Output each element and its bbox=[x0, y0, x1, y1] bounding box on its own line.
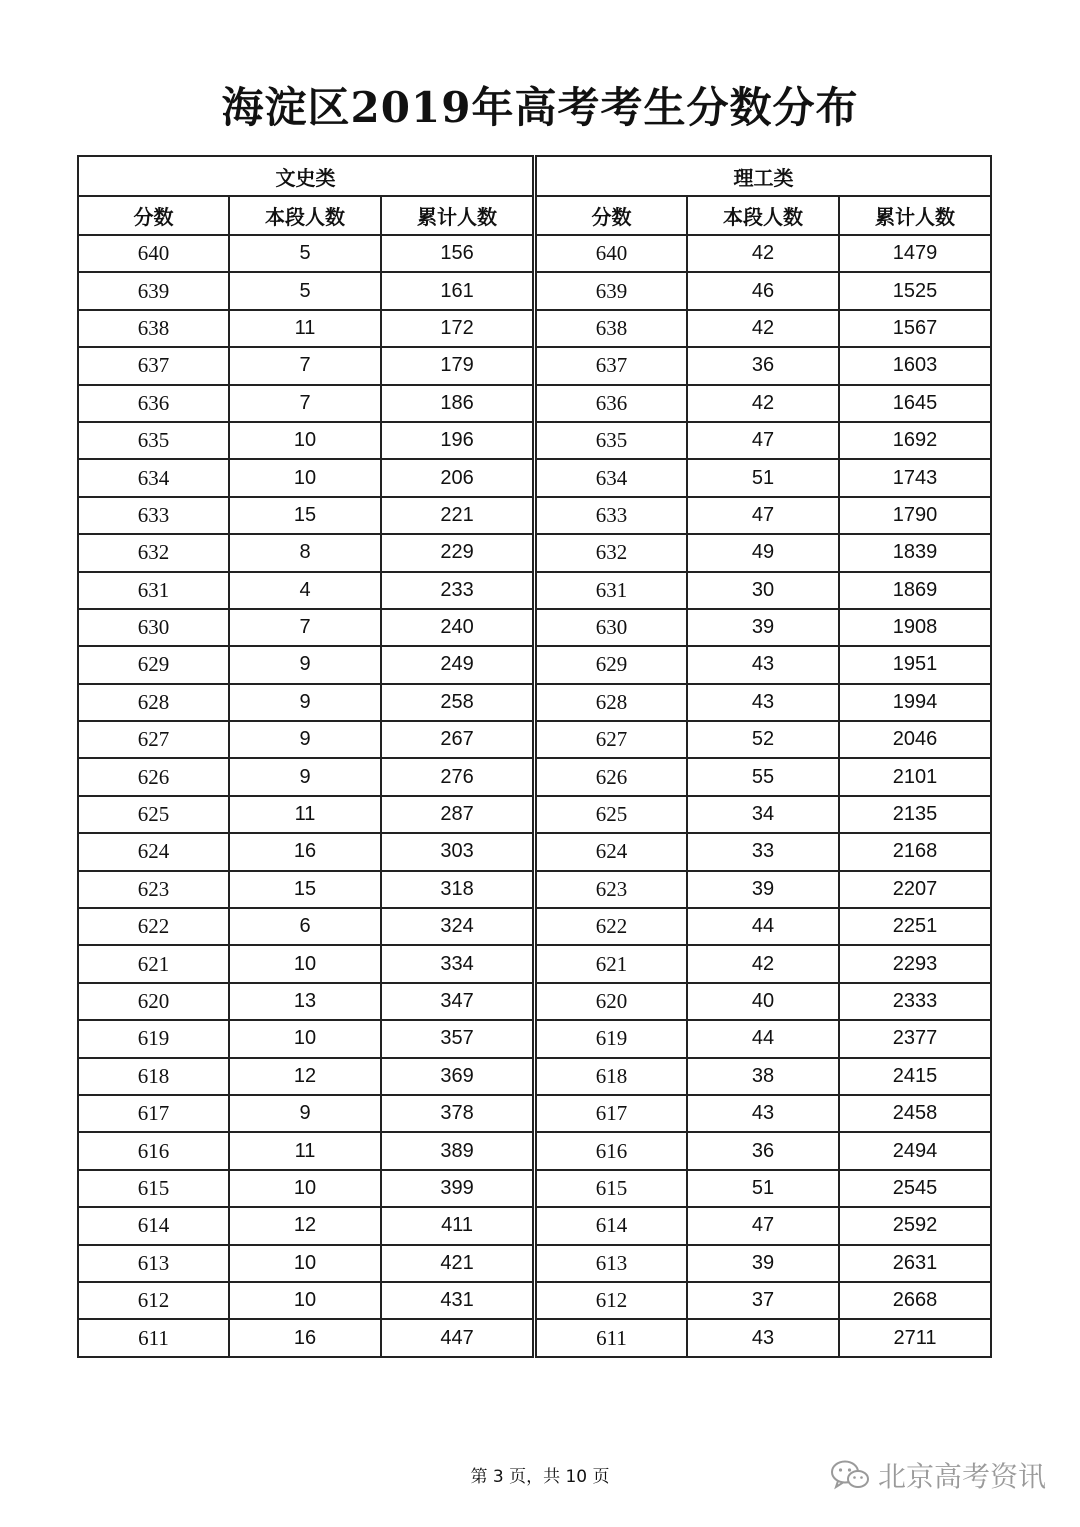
liberal-count-cell: 11 bbox=[229, 796, 381, 833]
science-cumulative-cell: 1839 bbox=[839, 534, 991, 571]
liberal-cumulative-cell: 206 bbox=[381, 459, 533, 496]
science-cumulative-cell: 1743 bbox=[839, 459, 991, 496]
science-score-cell: 625 bbox=[536, 796, 687, 833]
liberal-score-cell: 626 bbox=[78, 758, 229, 795]
liberal-count-cell: 10 bbox=[229, 1170, 381, 1207]
liberal-cumulative-cell: 196 bbox=[381, 422, 533, 459]
table-row bbox=[78, 796, 991, 833]
liberal-score-cell: 623 bbox=[78, 871, 229, 908]
liberal-cumulative-cell: 249 bbox=[381, 646, 533, 683]
science-cumulative-cell: 2333 bbox=[839, 983, 991, 1020]
liberal-score-cell: 631 bbox=[78, 572, 229, 609]
science-score-cell: 612 bbox=[536, 1282, 687, 1319]
liberal-count-cell: 7 bbox=[229, 609, 381, 646]
science-count-header: 本段人数 bbox=[687, 196, 839, 235]
liberal-score-cell: 615 bbox=[78, 1170, 229, 1207]
table-row bbox=[78, 1020, 991, 1057]
science-cumulative-cell: 2668 bbox=[839, 1282, 991, 1319]
science-score-cell: 638 bbox=[536, 310, 687, 347]
liberal-count-cell: 7 bbox=[229, 347, 381, 384]
table-row bbox=[78, 871, 991, 908]
column-header-row bbox=[78, 196, 991, 235]
science-cumulative-cell: 1790 bbox=[839, 497, 991, 534]
science-score-cell: 628 bbox=[536, 684, 687, 721]
table-row bbox=[78, 1170, 991, 1207]
science-count-cell: 39 bbox=[687, 871, 839, 908]
table-row bbox=[78, 1319, 991, 1356]
table-row bbox=[78, 983, 991, 1020]
table-row bbox=[78, 908, 991, 945]
liberal-count-cell: 11 bbox=[229, 310, 381, 347]
table-row bbox=[78, 1245, 991, 1282]
science-score-cell: 624 bbox=[536, 833, 687, 870]
science-cumulative-cell: 2415 bbox=[839, 1058, 991, 1095]
page-number: 第 3 页，共 10 页 bbox=[470, 1467, 610, 1487]
liberal-cumulative-cell: 399 bbox=[381, 1170, 533, 1207]
science-cumulative-cell: 2046 bbox=[839, 721, 991, 758]
science-cumulative-cell: 1525 bbox=[839, 272, 991, 309]
science-count-cell: 43 bbox=[687, 1319, 839, 1356]
liberal-count-cell: 6 bbox=[229, 908, 381, 945]
watermark-text: 北京高考资讯 bbox=[877, 1460, 1046, 1493]
liberal-score-cell: 612 bbox=[78, 1282, 229, 1319]
liberal-cumulative-cell: 267 bbox=[381, 721, 533, 758]
group-header-science: 理工类 bbox=[536, 156, 991, 196]
science-cumulative-cell: 2711 bbox=[839, 1319, 991, 1356]
liberal-count-cell: 12 bbox=[229, 1207, 381, 1244]
table-row bbox=[78, 235, 991, 272]
science-score-cell: 630 bbox=[536, 609, 687, 646]
science-cumulative-cell: 2168 bbox=[839, 833, 991, 870]
liberal-cumulative-cell: 179 bbox=[381, 347, 533, 384]
science-score-cell: 620 bbox=[536, 983, 687, 1020]
liberal-count-cell: 8 bbox=[229, 534, 381, 571]
science-count-cell: 39 bbox=[687, 609, 839, 646]
science-score-cell: 619 bbox=[536, 1020, 687, 1057]
table-row bbox=[78, 497, 991, 534]
liberal-cumulative-cell: 161 bbox=[381, 272, 533, 309]
liberal-count-cell: 7 bbox=[229, 385, 381, 422]
liberal-count-cell: 5 bbox=[229, 272, 381, 309]
science-count-cell: 36 bbox=[687, 1132, 839, 1169]
science-score-cell: 634 bbox=[536, 459, 687, 496]
science-cumulative-cell: 2207 bbox=[839, 871, 991, 908]
liberal-cumulative-cell: 172 bbox=[381, 310, 533, 347]
liberal-score-cell: 637 bbox=[78, 347, 229, 384]
science-count-cell: 33 bbox=[687, 833, 839, 870]
science-score-cell: 633 bbox=[536, 497, 687, 534]
table-row bbox=[78, 347, 991, 384]
liberal-cumulative-cell: 229 bbox=[381, 534, 533, 571]
science-count-cell: 42 bbox=[687, 385, 839, 422]
liberal-cumulative-cell: 324 bbox=[381, 908, 533, 945]
science-cumulative-cell: 2101 bbox=[839, 758, 991, 795]
science-count-cell: 43 bbox=[687, 1095, 839, 1132]
table-row bbox=[78, 534, 991, 571]
liberal-count-cell: 10 bbox=[229, 1020, 381, 1057]
liberal-score-cell: 632 bbox=[78, 534, 229, 571]
liberal-score-cell: 640 bbox=[78, 235, 229, 272]
liberal-count-cell: 10 bbox=[229, 422, 381, 459]
liberal-cumulative-cell: 240 bbox=[381, 609, 533, 646]
liberal-score-cell: 622 bbox=[78, 908, 229, 945]
science-score-cell: 616 bbox=[536, 1132, 687, 1169]
score-distribution-table-wrapper bbox=[77, 155, 990, 1358]
liberal-cumulative-cell: 334 bbox=[381, 945, 533, 982]
liberal-count-cell: 16 bbox=[229, 1319, 381, 1356]
liberal-score-cell: 613 bbox=[78, 1245, 229, 1282]
science-score-cell: 631 bbox=[536, 572, 687, 609]
science-cumulative-cell: 2545 bbox=[839, 1170, 991, 1207]
liberal-cumulative-cell: 318 bbox=[381, 871, 533, 908]
science-score-cell: 626 bbox=[536, 758, 687, 795]
science-score-cell: 632 bbox=[536, 534, 687, 571]
liberal-cumulative-header: 累计人数 bbox=[381, 196, 533, 235]
science-score-cell: 629 bbox=[536, 646, 687, 683]
table-body bbox=[78, 235, 991, 1357]
science-count-cell: 51 bbox=[687, 459, 839, 496]
science-count-cell: 37 bbox=[687, 1282, 839, 1319]
science-count-cell: 42 bbox=[687, 235, 839, 272]
science-score-cell: 615 bbox=[536, 1170, 687, 1207]
liberal-cumulative-cell: 357 bbox=[381, 1020, 533, 1057]
science-score-cell: 614 bbox=[536, 1207, 687, 1244]
science-cumulative-cell: 1994 bbox=[839, 684, 991, 721]
liberal-score-cell: 619 bbox=[78, 1020, 229, 1057]
liberal-count-cell: 11 bbox=[229, 1132, 381, 1169]
science-count-cell: 46 bbox=[687, 272, 839, 309]
table-row bbox=[78, 422, 991, 459]
science-cumulative-header: 累计人数 bbox=[839, 196, 991, 235]
liberal-count-cell: 10 bbox=[229, 459, 381, 496]
science-cumulative-cell: 2592 bbox=[839, 1207, 991, 1244]
table-row bbox=[78, 646, 991, 683]
science-score-cell: 635 bbox=[536, 422, 687, 459]
science-count-cell: 40 bbox=[687, 983, 839, 1020]
liberal-count-cell: 9 bbox=[229, 646, 381, 683]
liberal-score-cell: 624 bbox=[78, 833, 229, 870]
liberal-cumulative-cell: 378 bbox=[381, 1095, 533, 1132]
liberal-cumulative-cell: 186 bbox=[381, 385, 533, 422]
liberal-cumulative-cell: 421 bbox=[381, 1245, 533, 1282]
table-row bbox=[78, 272, 991, 309]
liberal-score-cell: 611 bbox=[78, 1319, 229, 1356]
table-row bbox=[78, 1058, 991, 1095]
liberal-cumulative-cell: 258 bbox=[381, 684, 533, 721]
liberal-count-header: 本段人数 bbox=[229, 196, 381, 235]
science-cumulative-cell: 1479 bbox=[839, 235, 991, 272]
table-row bbox=[78, 721, 991, 758]
liberal-cumulative-cell: 233 bbox=[381, 572, 533, 609]
science-count-cell: 42 bbox=[687, 945, 839, 982]
science-count-cell: 44 bbox=[687, 1020, 839, 1057]
liberal-cumulative-cell: 303 bbox=[381, 833, 533, 870]
liberal-count-cell: 9 bbox=[229, 758, 381, 795]
liberal-count-cell: 5 bbox=[229, 235, 381, 272]
science-count-cell: 30 bbox=[687, 572, 839, 609]
table-row bbox=[78, 1207, 991, 1244]
science-score-cell: 618 bbox=[536, 1058, 687, 1095]
science-score-cell: 621 bbox=[536, 945, 687, 982]
table-row bbox=[78, 1282, 991, 1319]
liberal-cumulative-cell: 347 bbox=[381, 983, 533, 1020]
liberal-score-cell: 629 bbox=[78, 646, 229, 683]
science-cumulative-cell: 1567 bbox=[839, 310, 991, 347]
liberal-count-cell: 15 bbox=[229, 871, 381, 908]
liberal-cumulative-cell: 447 bbox=[381, 1319, 533, 1356]
science-cumulative-cell: 1645 bbox=[839, 385, 991, 422]
liberal-score-cell: 614 bbox=[78, 1207, 229, 1244]
science-count-cell: 47 bbox=[687, 1207, 839, 1244]
liberal-score-cell: 618 bbox=[78, 1058, 229, 1095]
science-score-cell: 640 bbox=[536, 235, 687, 272]
liberal-score-cell: 616 bbox=[78, 1132, 229, 1169]
science-cumulative-cell: 2494 bbox=[839, 1132, 991, 1169]
table-row bbox=[78, 459, 991, 496]
science-count-cell: 51 bbox=[687, 1170, 839, 1207]
science-score-cell: 613 bbox=[536, 1245, 687, 1282]
liberal-score-cell: 633 bbox=[78, 497, 229, 534]
science-count-cell: 38 bbox=[687, 1058, 839, 1095]
liberal-cumulative-cell: 221 bbox=[381, 497, 533, 534]
liberal-count-cell: 12 bbox=[229, 1058, 381, 1095]
table-row bbox=[78, 1132, 991, 1169]
liberal-count-cell: 10 bbox=[229, 1282, 381, 1319]
table-row bbox=[78, 609, 991, 646]
science-count-cell: 55 bbox=[687, 758, 839, 795]
page-title: 海淀区2019年高考考生分数分布 bbox=[221, 83, 859, 132]
science-score-cell: 637 bbox=[536, 347, 687, 384]
table-row bbox=[78, 684, 991, 721]
liberal-count-cell: 9 bbox=[229, 721, 381, 758]
science-cumulative-cell: 2135 bbox=[839, 796, 991, 833]
liberal-count-cell: 9 bbox=[229, 1095, 381, 1132]
score-distribution-table bbox=[77, 155, 992, 1358]
table-row bbox=[78, 758, 991, 795]
science-count-cell: 34 bbox=[687, 796, 839, 833]
watermark bbox=[830, 1455, 1046, 1495]
science-score-cell: 639 bbox=[536, 272, 687, 309]
science-score-cell: 617 bbox=[536, 1095, 687, 1132]
liberal-cumulative-cell: 276 bbox=[381, 758, 533, 795]
table-row bbox=[78, 385, 991, 422]
science-cumulative-cell: 2631 bbox=[839, 1245, 991, 1282]
liberal-count-cell: 10 bbox=[229, 1245, 381, 1282]
science-count-cell: 52 bbox=[687, 721, 839, 758]
liberal-cumulative-cell: 369 bbox=[381, 1058, 533, 1095]
liberal-count-cell: 9 bbox=[229, 684, 381, 721]
liberal-cumulative-cell: 389 bbox=[381, 1132, 533, 1169]
science-cumulative-cell: 1908 bbox=[839, 609, 991, 646]
table-row bbox=[78, 945, 991, 982]
science-count-cell: 44 bbox=[687, 908, 839, 945]
group-header-row bbox=[78, 156, 991, 196]
table-row bbox=[78, 833, 991, 870]
table-row bbox=[78, 310, 991, 347]
liberal-count-cell: 10 bbox=[229, 945, 381, 982]
table-row bbox=[78, 1095, 991, 1132]
liberal-score-cell: 639 bbox=[78, 272, 229, 309]
science-cumulative-cell: 2458 bbox=[839, 1095, 991, 1132]
science-count-cell: 47 bbox=[687, 497, 839, 534]
liberal-cumulative-cell: 287 bbox=[381, 796, 533, 833]
liberal-count-cell: 16 bbox=[229, 833, 381, 870]
table-row bbox=[78, 572, 991, 609]
wechat-icon bbox=[830, 1459, 870, 1491]
science-cumulative-cell: 1951 bbox=[839, 646, 991, 683]
science-score-cell: 636 bbox=[536, 385, 687, 422]
liberal-score-cell: 620 bbox=[78, 983, 229, 1020]
liberal-count-cell: 13 bbox=[229, 983, 381, 1020]
science-score-cell: 623 bbox=[536, 871, 687, 908]
science-cumulative-cell: 2251 bbox=[839, 908, 991, 945]
science-cumulative-cell: 2293 bbox=[839, 945, 991, 982]
science-count-cell: 47 bbox=[687, 422, 839, 459]
science-count-cell: 36 bbox=[687, 347, 839, 384]
liberal-score-cell: 638 bbox=[78, 310, 229, 347]
liberal-score-cell: 630 bbox=[78, 609, 229, 646]
science-count-cell: 43 bbox=[687, 646, 839, 683]
science-score-cell: 627 bbox=[536, 721, 687, 758]
liberal-score-cell: 621 bbox=[78, 945, 229, 982]
liberal-score-cell: 635 bbox=[78, 422, 229, 459]
science-cumulative-cell: 1869 bbox=[839, 572, 991, 609]
liberal-score-cell: 627 bbox=[78, 721, 229, 758]
liberal-score-header: 分数 bbox=[78, 196, 229, 235]
liberal-cumulative-cell: 431 bbox=[381, 1282, 533, 1319]
science-score-header: 分数 bbox=[536, 196, 687, 235]
science-count-cell: 42 bbox=[687, 310, 839, 347]
liberal-score-cell: 625 bbox=[78, 796, 229, 833]
group-header-liberal: 文史类 bbox=[78, 156, 533, 196]
liberal-score-cell: 617 bbox=[78, 1095, 229, 1132]
science-count-cell: 49 bbox=[687, 534, 839, 571]
liberal-score-cell: 628 bbox=[78, 684, 229, 721]
science-cumulative-cell: 1603 bbox=[839, 347, 991, 384]
liberal-score-cell: 634 bbox=[78, 459, 229, 496]
science-count-cell: 43 bbox=[687, 684, 839, 721]
liberal-cumulative-cell: 156 bbox=[381, 235, 533, 272]
liberal-count-cell: 15 bbox=[229, 497, 381, 534]
science-cumulative-cell: 1692 bbox=[839, 422, 991, 459]
science-score-cell: 611 bbox=[536, 1319, 687, 1356]
liberal-score-cell: 636 bbox=[78, 385, 229, 422]
science-count-cell: 39 bbox=[687, 1245, 839, 1282]
science-score-cell: 622 bbox=[536, 908, 687, 945]
science-cumulative-cell: 2377 bbox=[839, 1020, 991, 1057]
liberal-count-cell: 4 bbox=[229, 572, 381, 609]
liberal-cumulative-cell: 411 bbox=[381, 1207, 533, 1244]
